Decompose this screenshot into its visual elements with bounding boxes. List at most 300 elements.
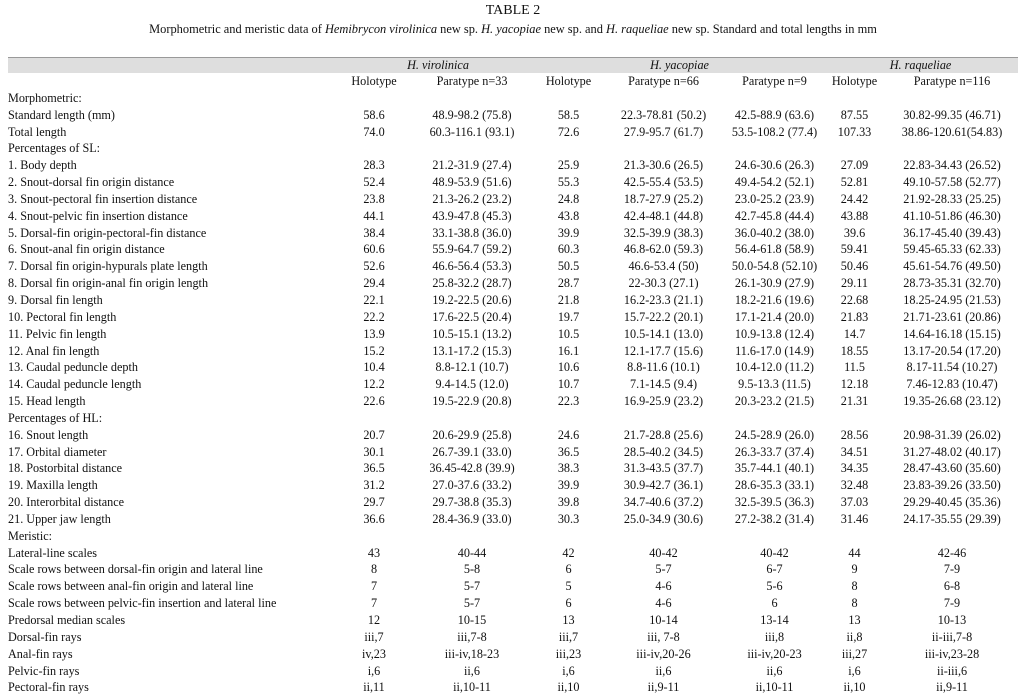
table-cell: 21.3-26.2 (23.2) bbox=[432, 191, 512, 206]
table-cell: 50.46 bbox=[840, 259, 869, 274]
table-cell: 7-9 bbox=[943, 596, 961, 611]
table-cell: 15.7-22.2 (20.1) bbox=[623, 309, 704, 324]
row-label: Anal-fin rays bbox=[8, 646, 73, 661]
row-label: 15. Head length bbox=[8, 394, 86, 409]
table-cell: iii,8 bbox=[764, 629, 785, 644]
table-cell: 16.9-25.9 (23.2) bbox=[623, 394, 704, 409]
row-label: 11. Pelvic fin length bbox=[8, 326, 107, 341]
table-row bbox=[8, 393, 1018, 410]
species-header: H. virolinica bbox=[340, 58, 536, 74]
table-cell bbox=[340, 410, 408, 427]
header-blank-cell bbox=[8, 58, 340, 74]
table-cell: iii-iv,20-23 bbox=[747, 646, 802, 661]
table-row bbox=[8, 578, 1018, 595]
column-header: Paratype n=9 bbox=[726, 73, 823, 90]
table-cell: 20.3-23.2 (21.5) bbox=[734, 394, 815, 409]
table-cell bbox=[886, 410, 1018, 427]
table-cell: 11.5 bbox=[844, 360, 865, 375]
table-row bbox=[8, 241, 1018, 258]
table-cell: 4-6 bbox=[655, 579, 672, 594]
table-cell: 5 bbox=[565, 579, 572, 594]
table-cell bbox=[408, 90, 536, 107]
table-cell: ii,10-11 bbox=[755, 680, 794, 695]
table-cell: 21.3-30.6 (26.5) bbox=[623, 158, 704, 173]
table-cell: 19.5-22.9 (20.8) bbox=[432, 394, 512, 409]
table-cell bbox=[726, 410, 823, 427]
table-cell: 38.3 bbox=[557, 461, 580, 476]
row-label: Pectoral-fin rays bbox=[8, 680, 89, 695]
table-cell: 42.5-55.4 (53.5) bbox=[623, 175, 704, 190]
column-header-row bbox=[8, 73, 1018, 90]
table-row bbox=[8, 359, 1018, 376]
table-cell: 49.10-57.58 (52.77) bbox=[903, 175, 1001, 190]
header-blank-cell bbox=[8, 73, 340, 90]
table-cell: 43 bbox=[367, 545, 381, 560]
row-label: Predorsal median scales bbox=[8, 613, 126, 627]
table-cell: 21.83 bbox=[840, 309, 869, 324]
table-cell: 36.5 bbox=[363, 461, 385, 476]
table-cell: 14.64-16.18 (15.15) bbox=[903, 326, 1001, 341]
table-cell: 6-8 bbox=[943, 579, 961, 594]
table-cell: 21.92-28.33 (25.25) bbox=[903, 191, 1001, 206]
table-cell bbox=[340, 528, 408, 545]
table-cell: 55.9-64.7 (59.2) bbox=[432, 242, 512, 257]
table-cell: ii,6 bbox=[655, 663, 672, 678]
table-cell: 18.2-21.6 (19.6) bbox=[734, 292, 815, 307]
table-cell: 22.3 bbox=[557, 394, 580, 409]
table-cell: 6-7 bbox=[766, 562, 783, 577]
table-cell: 33.1-38.8 (36.0) bbox=[432, 225, 512, 240]
row-label: 21. Upper jaw length bbox=[8, 511, 111, 526]
column-header: Paratype n=116 bbox=[886, 73, 1018, 90]
row-label: 3. Snout-pectoral fin insertion distance bbox=[8, 191, 198, 206]
table-cell: 60.6 bbox=[363, 242, 385, 257]
table-row bbox=[8, 561, 1018, 578]
table-cell: 29.29-40.45 (35.36) bbox=[903, 495, 1001, 510]
table-cell bbox=[536, 528, 601, 545]
table-cell: 39.8 bbox=[557, 495, 580, 510]
table-cell bbox=[408, 528, 536, 545]
table-cell: 10.4 bbox=[363, 360, 385, 375]
table-cell: 40-44 bbox=[457, 545, 487, 560]
table-title-block bbox=[0, 0, 1026, 37]
table-cell: ii,10-11 bbox=[453, 680, 491, 695]
table-row bbox=[8, 545, 1018, 562]
table-cell: 22.1 bbox=[363, 292, 385, 307]
section-heading: Meristic: bbox=[8, 528, 53, 543]
section-heading-row bbox=[8, 90, 1018, 107]
table-cell: 30.9-42.7 (36.1) bbox=[623, 478, 704, 493]
table-row bbox=[8, 157, 1018, 174]
table-row bbox=[8, 343, 1018, 360]
table-cell: 43.88 bbox=[840, 208, 869, 223]
table-cell: 5-7 bbox=[463, 579, 481, 594]
table-cell: 50.5 bbox=[557, 259, 580, 274]
table-cell: 34.7-40.6 (37.2) bbox=[623, 495, 704, 510]
row-label: 1. Body depth bbox=[8, 158, 77, 173]
table-cell bbox=[886, 140, 1018, 157]
table-cell: 10.9-13.8 (12.4) bbox=[734, 326, 815, 341]
table-cell: 28.7 bbox=[557, 276, 580, 291]
table-cell: 30.3 bbox=[557, 511, 580, 526]
caption-text: new sp. bbox=[437, 22, 482, 36]
table-cell: 5-7 bbox=[655, 562, 672, 577]
table-cell: 18.25-24.95 (21.53) bbox=[903, 292, 1001, 307]
table-cell: 10.4-12.0 (11.2) bbox=[735, 360, 814, 375]
caption-species: Hemibrycon virolinica bbox=[324, 22, 438, 36]
table-cell: ii-iii,7-8 bbox=[931, 629, 973, 644]
table-cell: 21.8 bbox=[557, 292, 580, 307]
table-cell: 22.68 bbox=[840, 292, 869, 307]
table-cell bbox=[408, 140, 536, 157]
table-cell: 28.3 bbox=[363, 158, 385, 173]
table-cell bbox=[340, 140, 408, 157]
table-cell: 17.6-22.5 (20.4) bbox=[432, 309, 512, 324]
caption-species: H. raqueliae bbox=[606, 22, 669, 36]
section-heading: Morphometric: bbox=[8, 90, 82, 105]
table-cell: 10-15 bbox=[457, 613, 487, 627]
row-label: 2. Snout-dorsal fin origin distance bbox=[8, 175, 175, 190]
table-row bbox=[8, 107, 1018, 124]
table-cell: 50.0-54.8 (52.10) bbox=[731, 259, 818, 274]
caption-text: Morphometric and meristic data of bbox=[149, 22, 325, 36]
table-cell: 6 bbox=[771, 596, 778, 611]
table-cell: 48.9-98.2 (75.8) bbox=[432, 107, 512, 122]
table-cell bbox=[536, 90, 601, 107]
table-cell: i,6 bbox=[562, 663, 575, 678]
row-label: Total length bbox=[8, 124, 67, 139]
table-cell: 31.46 bbox=[840, 511, 869, 526]
table-cell: 46.6-53.4 (50) bbox=[628, 259, 699, 274]
row-label: 14. Caudal peduncle length bbox=[8, 377, 142, 392]
table-cell: 31.2 bbox=[363, 478, 385, 493]
species-header: H. yacopiae bbox=[536, 58, 823, 74]
table-row bbox=[8, 663, 1018, 680]
table-cell: 60.3-116.1 (93.1) bbox=[429, 124, 515, 139]
table-cell: 21.31 bbox=[840, 394, 869, 409]
table-cell bbox=[340, 90, 408, 107]
table-cell: 56.4-61.8 (58.9) bbox=[734, 242, 815, 257]
table-row bbox=[8, 646, 1018, 663]
row-label: 9. Dorsal fin length bbox=[8, 292, 103, 307]
table-cell: 27.2-38.2 (31.4) bbox=[734, 511, 815, 526]
table-cell: 22.3-78.81 (50.2) bbox=[620, 107, 707, 122]
table-row bbox=[8, 258, 1018, 275]
table-caption bbox=[0, 21, 1026, 37]
table-cell: 28.47-43.60 (35.60) bbox=[903, 461, 1001, 476]
table-cell: 20.6-29.9 (25.8) bbox=[432, 427, 512, 442]
table-cell: 11.6-17.0 (14.9) bbox=[735, 343, 814, 358]
table-cell bbox=[601, 140, 726, 157]
table-cell: iii,7 bbox=[364, 629, 384, 644]
row-label: 16. Snout length bbox=[8, 427, 89, 442]
row-label: 7. Dorsal fin origin-hypurals plate length bbox=[8, 259, 208, 274]
table-cell: 10.5 bbox=[557, 326, 580, 341]
table-cell: 26.1-30.9 (27.9) bbox=[734, 276, 815, 291]
table-cell: 52.6 bbox=[363, 259, 385, 274]
row-label: Dorsal-fin rays bbox=[8, 629, 82, 644]
table-cell: 31.27-48.02 (40.17) bbox=[903, 444, 1001, 459]
table-cell: 24.6 bbox=[557, 427, 580, 442]
table-cell: 48.9-53.9 (51.6) bbox=[432, 175, 512, 190]
table-cell bbox=[823, 90, 886, 107]
row-label: 10. Pectoral fin length bbox=[8, 309, 117, 324]
table-cell: 53.5-108.2 (77.4) bbox=[731, 124, 818, 139]
table-cell: 15.2 bbox=[363, 343, 385, 358]
table-cell: 20.98-31.39 (26.02) bbox=[903, 427, 1001, 442]
section-heading: Percentages of SL: bbox=[8, 141, 101, 156]
table-cell: 10-13 bbox=[937, 613, 967, 627]
table-row bbox=[8, 595, 1018, 612]
table-cell: 7-9 bbox=[943, 562, 961, 577]
table-row bbox=[8, 511, 1018, 528]
table-cell: iii,27 bbox=[841, 646, 868, 661]
row-label: 20. Interorbital distance bbox=[8, 495, 125, 510]
row-label: Scale rows between anal-fin origin and lateral line bbox=[8, 579, 254, 594]
table-cell: 38.86-120.61(54.83) bbox=[901, 124, 1003, 139]
table-cell: 25.8-32.2 (28.7) bbox=[432, 276, 512, 291]
table-cell: 29.4 bbox=[363, 276, 385, 291]
row-label: Scale rows between dorsal-fin origin and lateral line bbox=[8, 562, 263, 577]
table-cell bbox=[601, 90, 726, 107]
table-cell: 58.6 bbox=[363, 107, 385, 122]
row-label: Pelvic-fin rays bbox=[8, 663, 80, 678]
table-cell: 31.3-43.5 (37.7) bbox=[623, 461, 704, 476]
table-cell: 42.5-88.9 (63.6) bbox=[734, 107, 815, 122]
table-cell: 21.7-28.8 (25.6) bbox=[623, 427, 704, 442]
table-cell: 87.55 bbox=[840, 107, 869, 122]
table-row bbox=[8, 679, 1018, 696]
table-cell: 24.17-35.55 (29.39) bbox=[903, 511, 1001, 526]
species-header-row bbox=[8, 58, 1018, 74]
table-cell: 23.8 bbox=[363, 191, 385, 206]
species-header: H. raqueliae bbox=[823, 58, 1018, 74]
table-row bbox=[8, 427, 1018, 444]
table-cell: iii-iv,20-26 bbox=[636, 646, 691, 661]
table-cell: 58.5 bbox=[557, 107, 580, 122]
table-row bbox=[8, 208, 1018, 225]
table-cell: 36.17-45.40 (39.43) bbox=[903, 225, 1001, 240]
table-cell: 43.8 bbox=[557, 208, 580, 223]
row-label: 5. Dorsal-fin origin-pectoral-fin distance bbox=[8, 225, 207, 240]
table-cell: 16.2-23.3 (21.1) bbox=[623, 292, 704, 307]
table-cell: 37.03 bbox=[840, 495, 869, 510]
table-cell: 30.82-99.35 (46.71) bbox=[903, 107, 1001, 122]
column-header: Holotype bbox=[823, 73, 886, 90]
table-cell: 29.7-38.8 (35.3) bbox=[432, 495, 512, 510]
table-row bbox=[8, 494, 1018, 511]
row-label: Scale rows between pelvic-fin insertion and lateral line bbox=[8, 596, 277, 611]
table-cell: 72.6 bbox=[557, 124, 580, 139]
table-cell: 9 bbox=[851, 562, 858, 577]
table-cell: 7.46-12.83 (10.47) bbox=[906, 377, 998, 392]
table-cell bbox=[601, 528, 726, 545]
table-cell: 42-46 bbox=[937, 545, 967, 560]
row-label: 4. Snout-pelvic fin insertion distance bbox=[8, 208, 188, 223]
table-row bbox=[8, 477, 1018, 494]
table-cell: 13.9 bbox=[363, 326, 385, 341]
table-cell: 28.56 bbox=[840, 427, 869, 442]
table-cell: 10.5-15.1 (13.2) bbox=[432, 326, 512, 341]
table-cell: 40-42 bbox=[649, 545, 678, 560]
table-row bbox=[8, 292, 1018, 309]
table-cell: 44.1 bbox=[363, 208, 385, 223]
row-label: 8. Dorsal fin origin-anal fin origin length bbox=[8, 276, 209, 291]
table-cell: ii,6 bbox=[464, 663, 480, 678]
table-row bbox=[8, 612, 1018, 629]
table-cell: 5-6 bbox=[766, 579, 783, 594]
table-cell: 8.17-11.54 (10.27) bbox=[906, 360, 998, 375]
table-cell: ii,10 bbox=[843, 680, 866, 695]
morphometric-table bbox=[8, 57, 1018, 696]
table-cell: 25.0-34.9 (30.6) bbox=[623, 511, 704, 526]
table-cell: 27.9-95.7 (61.7) bbox=[623, 124, 704, 139]
table-cell: 24.5-28.9 (26.0) bbox=[734, 427, 815, 442]
table-cell: ii,9-11 bbox=[936, 680, 968, 695]
table-cell: 19.35-26.68 (23.12) bbox=[903, 394, 1001, 409]
table-row bbox=[8, 225, 1018, 242]
row-label: 18. Postorbital distance bbox=[8, 461, 123, 476]
table-cell: 6 bbox=[565, 596, 572, 611]
row-label: 13. Caudal peduncle depth bbox=[8, 360, 138, 375]
table-cell: 13 bbox=[562, 613, 575, 627]
table-cell bbox=[886, 528, 1018, 545]
table-cell: 16.1 bbox=[557, 343, 580, 358]
table-cell bbox=[823, 528, 886, 545]
table-cell: 34.35 bbox=[840, 461, 869, 476]
section-heading-row bbox=[8, 528, 1018, 545]
table-cell: 4-6 bbox=[655, 596, 672, 611]
table-cell bbox=[408, 410, 536, 427]
table-cell: 52.4 bbox=[363, 175, 385, 190]
table-cell: 59.41 bbox=[840, 242, 869, 257]
table-cell bbox=[536, 410, 601, 427]
table-cell: 21.2-31.9 (27.4) bbox=[432, 158, 512, 173]
table-cell: 39.9 bbox=[557, 478, 580, 493]
table-cell: 10.6 bbox=[557, 360, 580, 375]
table-cell: 19.2-22.5 (20.6) bbox=[432, 292, 512, 307]
caption-species: H. yacopiae bbox=[481, 22, 541, 36]
table-row bbox=[8, 275, 1018, 292]
table-cell: 9.5-13.3 (11.5) bbox=[738, 377, 811, 392]
table-row bbox=[8, 174, 1018, 191]
column-header: Holotype bbox=[340, 73, 408, 90]
table-cell: 28.73-35.31 (32.70) bbox=[903, 276, 1001, 291]
row-label: 17. Orbital diameter bbox=[8, 444, 107, 459]
table-cell: iii-iv,18-23 bbox=[444, 646, 500, 661]
table-cell: iii-iv,23-28 bbox=[924, 646, 980, 661]
table-cell: i,6 bbox=[848, 663, 861, 678]
table-cell: 13.1-17.2 (15.3) bbox=[432, 343, 512, 358]
caption-text: new sp. Standard and total lengths in mm bbox=[668, 22, 877, 36]
table-cell: 36.0-40.2 (38.0) bbox=[734, 225, 815, 240]
table-cell: 39.6 bbox=[843, 225, 866, 240]
table-cell: 25.9 bbox=[557, 158, 580, 173]
table-cell: 36.6 bbox=[363, 511, 385, 526]
table-cell: 10.7 bbox=[557, 377, 580, 392]
table-cell: 23.0-25.2 (23.9) bbox=[734, 191, 815, 206]
table-cell: 24.8 bbox=[557, 191, 580, 206]
table-cell: 18.55 bbox=[840, 343, 869, 358]
table-row bbox=[8, 309, 1018, 326]
table-cell: 36.5 bbox=[557, 444, 580, 459]
table-cell: 7 bbox=[370, 579, 378, 594]
table-cell: iii,7-8 bbox=[457, 629, 487, 644]
table-cell: 27.09 bbox=[840, 158, 869, 173]
table-cell: 27.0-37.6 (33.2) bbox=[432, 478, 512, 493]
table-cell: 10-14 bbox=[649, 613, 678, 627]
table-cell: 41.10-51.86 (46.30) bbox=[903, 208, 1001, 223]
table-cell: 46.8-62.0 (59.3) bbox=[623, 242, 704, 257]
table-cell: 7 bbox=[370, 596, 378, 611]
table-cell: 38.4 bbox=[363, 225, 385, 240]
table-cell: 39.9 bbox=[557, 225, 580, 240]
table-cell: 29.7 bbox=[363, 495, 385, 510]
table-row bbox=[8, 376, 1018, 393]
table-row bbox=[8, 629, 1018, 646]
column-header: Paratype n=66 bbox=[601, 73, 726, 90]
table-cell: 55.3 bbox=[557, 175, 580, 190]
table-cell: 14.7 bbox=[843, 326, 866, 341]
row-label: Lateral-line scales bbox=[8, 545, 97, 560]
table-cell: 24.6-30.6 (26.3) bbox=[734, 158, 815, 173]
table-cell: 60.3 bbox=[557, 242, 580, 257]
table-cell: 29.11 bbox=[841, 276, 868, 291]
table-cell: 34.51 bbox=[840, 444, 869, 459]
table-cell bbox=[726, 90, 823, 107]
table-cell: 22-30.3 (27.1) bbox=[628, 276, 699, 291]
table-cell: 12.18 bbox=[840, 377, 869, 392]
table-cell: 74.0 bbox=[363, 124, 385, 139]
table-cell: 59.45-65.33 (62.33) bbox=[903, 242, 1001, 257]
table-cell bbox=[726, 528, 823, 545]
table-cell: 49.4-54.2 (52.1) bbox=[734, 175, 815, 190]
table-cell: 6 bbox=[565, 562, 572, 577]
table-cell: 21.71-23.61 (20.86) bbox=[903, 309, 1001, 324]
table-cell: 26.7-39.1 (33.0) bbox=[432, 444, 512, 459]
table-cell: iii, 7-8 bbox=[647, 629, 680, 644]
table-cell: 7.1-14.5 (9.4) bbox=[629, 377, 698, 392]
section-heading-row bbox=[8, 410, 1018, 427]
table-cell: 107.33 bbox=[837, 124, 872, 139]
table-cell: 8 bbox=[851, 579, 858, 594]
table-number: TABLE 2 bbox=[485, 3, 541, 18]
table-cell: 8.8-12.1 (10.7) bbox=[435, 360, 509, 375]
table-cell: 32.5-39.9 (38.3) bbox=[623, 225, 704, 240]
table-cell: 45.61-54.76 (49.50) bbox=[903, 259, 1001, 274]
table-cell: 42.4-48.1 (44.8) bbox=[623, 208, 704, 223]
table-cell: 28.4-36.9 (33.0) bbox=[432, 511, 512, 526]
table-cell: 30.1 bbox=[363, 444, 385, 459]
table-cell: iv,23 bbox=[362, 646, 386, 661]
row-label: 6. Snout-anal fin origin distance bbox=[8, 242, 165, 257]
table-cell: 28.5-40.2 (34.5) bbox=[623, 444, 704, 459]
table-cell: 10.5-14.1 (13.0) bbox=[623, 326, 704, 341]
table-cell bbox=[601, 410, 726, 427]
table-cell: 26.3-33.7 (37.4) bbox=[734, 444, 815, 459]
table-row bbox=[8, 444, 1018, 461]
table-row bbox=[8, 460, 1018, 477]
table-cell bbox=[823, 140, 886, 157]
table-cell: 12.2 bbox=[363, 377, 385, 392]
table-cell: 22.6 bbox=[363, 394, 385, 409]
table-cell: 12 bbox=[367, 613, 381, 627]
table-cell: 32.5-39.5 (36.3) bbox=[734, 495, 815, 510]
table-cell: 22.2 bbox=[363, 309, 385, 324]
table-cell: 23.83-39.26 (33.50) bbox=[903, 478, 1001, 493]
table-cell: ii,11 bbox=[363, 680, 385, 695]
table-cell: 40-42 bbox=[760, 545, 789, 560]
